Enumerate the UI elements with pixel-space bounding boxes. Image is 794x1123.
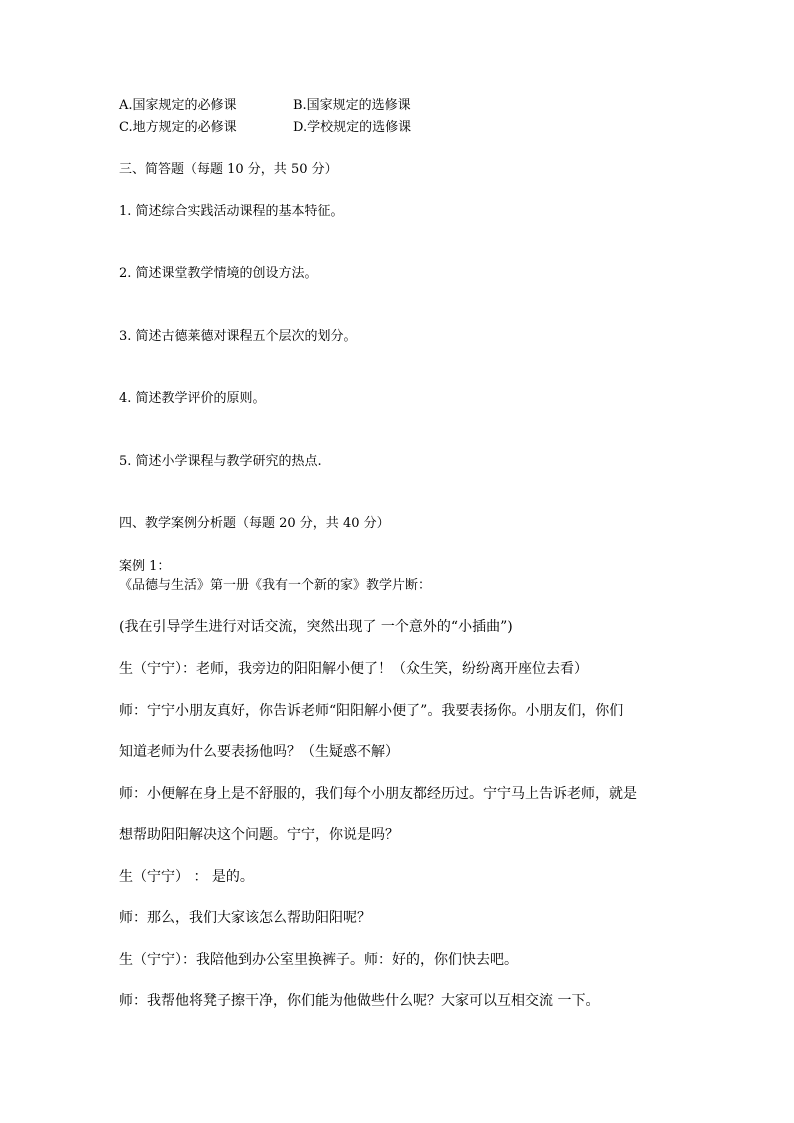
option-a: A.国家规定的必修课 bbox=[119, 98, 237, 113]
option-c: C.地方规定的必修课 bbox=[119, 120, 237, 135]
option-b: B.国家规定的选修课 bbox=[293, 98, 411, 113]
case-line: 想帮助阳阳解决这个问题。宁宁，你说是吗？ bbox=[119, 827, 399, 843]
question-4: 4. 简述教学评价的原则。 bbox=[119, 391, 266, 406]
question-1: 1. 简述综合实践活动课程的基本特征。 bbox=[119, 204, 344, 219]
case-line: 生（宁宁）：老师，我旁边的阳阳解小便了！（众生笑，纷纷离开座位去看） bbox=[119, 661, 588, 677]
section-3-heading: 三、简答题（每题 10 分，共 50 分） bbox=[119, 162, 338, 177]
case-label: 案例 1： bbox=[119, 559, 171, 574]
case-line: 生（宁宁） ： 是的。 bbox=[119, 869, 254, 885]
option-d: D.学校规定的选修课 bbox=[293, 120, 412, 135]
case-line: 师：小便解在身上是不舒服的，我们每个小朋友都经历过。宁宁马上告诉老师，就是 bbox=[119, 786, 637, 802]
case-line: 知道老师为什么要表扬他吗？（生疑惑不解） bbox=[119, 744, 399, 760]
case-line: 生（宁宁）：我陪他到办公室里换裤子。师：好的，你们快去吧。 bbox=[119, 952, 518, 968]
section-4-heading: 四、教学案例分析题（每题 20 分，共 40 分） bbox=[119, 516, 390, 531]
case-title: 《品德与生活》第一册《我有一个新的家》教学片断： bbox=[119, 578, 432, 593]
question-5: 5. 简述小学课程与教学研究的热点. bbox=[119, 454, 322, 469]
question-3: 3. 简述古德莱德对课程五个层次的划分。 bbox=[119, 329, 357, 344]
case-line: 师：那么，我们大家该怎么帮助阳阳呢？ bbox=[119, 910, 371, 926]
case-line: 师：宁宁小朋友真好，你告诉老师“阳阳解小便了”。我要表扬你。小朋友们，你们 bbox=[119, 703, 624, 719]
case-line: 师：我帮他将凳子擦干净，你们能为他做些什么呢？大家可以互相交流 一下。 bbox=[119, 993, 600, 1009]
case-line: (我在引导学生进行对话交流，突然出现了 一个意外的“小插曲”) bbox=[119, 619, 513, 635]
question-2: 2. 简述课堂教学情境的创设方法。 bbox=[119, 266, 318, 281]
